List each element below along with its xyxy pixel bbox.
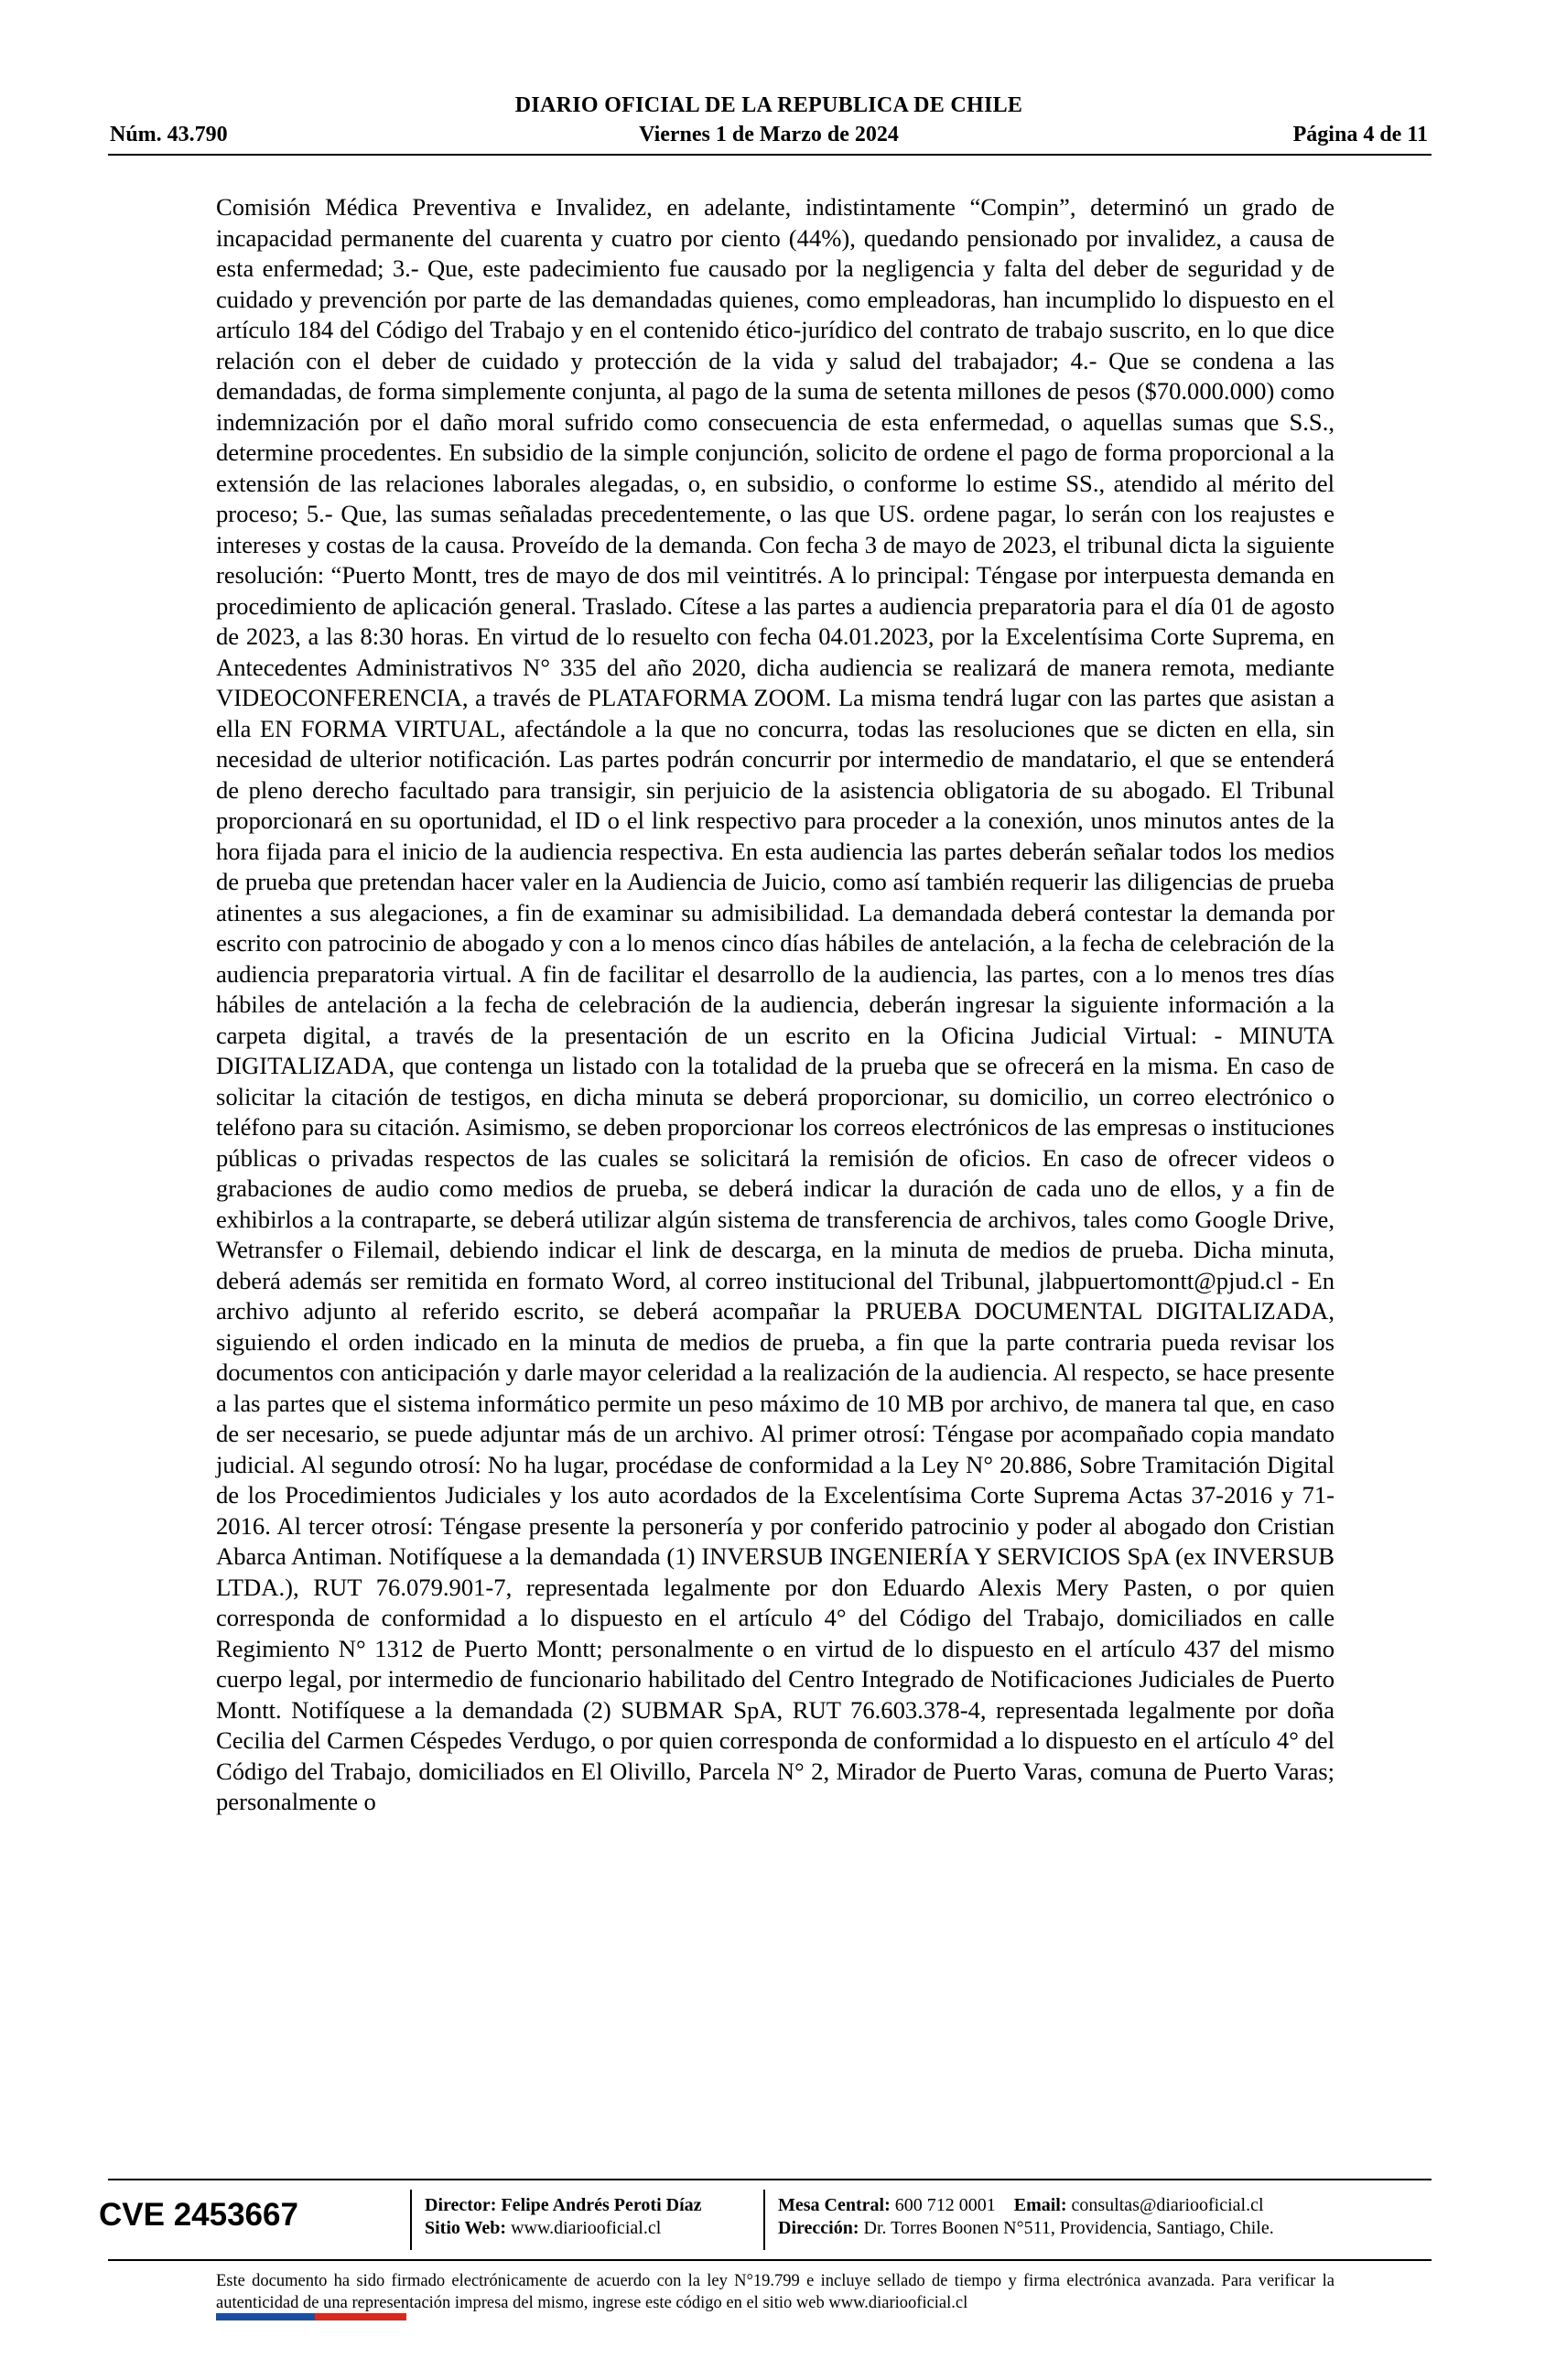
footer-divider-bottom bbox=[108, 2259, 1432, 2261]
publication-title: DIARIO OFICIAL DE LA REPUBLICA DE CHILE bbox=[514, 93, 1023, 117]
director-name: Felipe Andrés Peroti Díaz bbox=[501, 2195, 702, 2215]
director-label: Director: bbox=[425, 2195, 497, 2215]
footer-divider-top bbox=[108, 2179, 1432, 2180]
email-label: Email: bbox=[1013, 2195, 1067, 2215]
address-label: Dirección: bbox=[778, 2218, 859, 2238]
website-link[interactable]: www.diariooficial.cl bbox=[511, 2218, 662, 2238]
website-label: Sitio Web: bbox=[425, 2218, 507, 2238]
flag-blue-segment bbox=[216, 2313, 315, 2320]
issue-date: Viernes 1 de Marzo de 2024 bbox=[639, 123, 899, 146]
flag-red-segment bbox=[315, 2313, 406, 2320]
footer-separator bbox=[763, 2190, 765, 2250]
body-paragraph: Comisión Médica Preventiva e Invalidez, en adelante, indistintamente “Compin”, determinó un grado de incapacidad permanente del cuarenta y cuatro por ciento (44%), quedando pensionado por invalidez, a causa de esta enfermedad; 3.- Que, este padecimiento fue causado por la negligencia y falta del deber de seguridad y de cuidado y prevención por parte de las demandadas quienes, como empleadoras, han incumplido lo dispuesto en el artículo 184 del Código del Trabajo y en el contenido ético-jurídico del contrato de trabajo suscrito, en lo que dice relación con el deber de cuidado y protección de la vida y salud del trabajador; 4.- Que se condena a las demandadas, de forma simplemente conjunta, al pago de la suma de setenta millones de pesos ($70.000.000) como indemnización por el daño moral sufrido como consecuencia de esta enfermedad, o aquellas sumas que S.S., determine procedentes. En subsidio de la simple conjunción, solicito de ordene el pago de forma proporcional a la extensión de las relaciones laborales alegadas, o, en subsidio, o conforme lo estime SS., atendido al mérito del proceso; 5.- Que, las sumas señaladas precedentemente, o las que US. ordene pagar, lo serán con los reajustes e intereses y costas de la causa. Proveído de la demanda. Con fecha 3 de mayo de 2023, el tribunal dicta la siguiente resolución: “Puerto Montt, tres de mayo de dos mil veintitrés. A lo principal: Téngase por interpuesta demanda en procedimiento de aplicación general. Traslado. Cítese a las partes a audiencia preparatoria para el día 01 de agosto de 2023, a las 8:30 horas. En virtud de lo resuelto con fecha 04.01.2023, por la Excelentísima Corte Suprema, en Antecedentes Administrativos N° 335 del año 2020, dicha audiencia se realizará de manera remota, mediante VIDEOCONFERENCIA, a través de PLATAFORMA ZOOM. La misma tendrá lugar con las partes que asistan a ella EN FORMA VIRTUAL, afectándole a la que no concurra, todas las resoluciones que se dicten en ella, sin necesidad de ulterior notificación. Las partes podrán concurrir por intermedio de mandatario, el que se entenderá de pleno derecho facultado para transigir, sin perjuicio de la asistencia obligatoria de su abogado. El Tribunal proporcionará en su oportunidad, el ID o el link respectivo para proceder a la conexión, unos minutos antes de la hora fijada para el inicio de la audiencia respectiva. En esta audiencia las partes deberán señalar todos los medios de prueba que pretendan hacer valer en la Audiencia de Juicio, como así también requerir las diligencias de prueba atinentes a sus alegaciones, a fin de examinar su admisibilidad. La demandada deberá contestar la demanda por escrito con patrocinio de abogado y con a lo menos cinco días hábiles de antelación, a la fecha de celebración de la audiencia preparatoria virtual. A fin de facilitar el desarrollo de la audiencia, las partes, con a lo menos tres días hábiles de antelación a la fecha de celebración de la audiencia, deberán ingresar la siguiente información a la carpeta digital, a través de la presentación de un escrito en la Oficina Judicial Virtual: - MINUTA DIGITALIZADA, que contenga un listado con la totalidad de la prueba que se ofrecerá en la misma. En caso de solicitar la citación de testigos, en dicha minuta se deberá proporcionar, su domicilio, un correo electrónico o teléfono para su citación. Asimismo, se deben proporcionar los correos electrónicos de las empresas o instituciones públicas o privadas respectos de las cuales se solicitará la remisión de oficios. En caso de ofrecer videos o grabaciones de audio como medios de prueba, se deberá indicar la duración de cada uno de ellos, y a fin de exhibirlos a la contraparte, se deberá utilizar algún sistema de transferencia de archivos, tales como Google Drive, Wetransfer o Filemail, debiendo indicar el link de descarga, en la minuta de medios de prueba. Dicha minuta, deberá además ser remitida en formato Word, al correo institucional del Tribunal, jlabpuertomontt@pjud.cl - En archivo adjunto al referido escrito, se deberá acompañar la PRUEBA DOCUMENTAL DIGITALIZADA, siguiendo el orden indicado en la minuta de medios de prueba, a fin que la parte contraria pueda revisar los documentos con anticipación y darle mayor celeridad a la realización de la audiencia. Al respecto, se hace presente a las partes que el sistema informático permite un peso máximo de 10 MB por archivo, de manera tal que, en caso de ser necesario, se puede adjuntar más de un archivo. Al primer otrosí: Téngase por acompañado copia mandato judicial. Al segundo otrosí: No ha lugar, procédase de conformidad a la Ley N° 20.886, Sobre Tramitación Digital de los Procedimientos Judiciales y los auto acordados de la Excelentísima Corte Suprema Actas 37-2016 y 71-2016. Al tercer otrosí: Téngase presente la personería y por conferido patrocinio y poder al abogado don Cristian Abarca Antiman. Notifíquese a la demandada (1) INVERSUB INGENIERÍA Y SERVICIOS SpA (ex INVERSUB LTDA.), RUT 76.079.901-7, representada legalmente por don Eduardo Alexis Mery Pasten, o por quien corresponda de conformidad a lo dispuesto en el artículo 4° del Código del Trabajo, domiciliados en calle Regimiento N° 1312 de Puerto Montt; personalmente o en virtud de lo dispuesto en el artículo 437 del mismo cuerpo legal, por intermedio de funcionario habilitado del Centro Integrado de Notificaciones Judiciales de Puerto Montt. Notifíquese a la demandada (2) SUBMAR SpA, RUT 76.603.378-4, representada legalmente por doña Cecilia del Carmen Céspedes Verdugo, o por quien corresponda de conformidad a lo dispuesto en el artículo 4° del Código del Trabajo, domiciliados en El Olivillo, Parcela N° 2, Mirador de Puerto Varas, comuna de Puerto Varas; personalmente o bbox=[216, 193, 1334, 1815]
page-number: Página 4 de 11 bbox=[1292, 123, 1428, 146]
director-info bbox=[425, 2194, 702, 2240]
footer-separator bbox=[410, 2190, 412, 2250]
contact-info bbox=[778, 2194, 1274, 2240]
page-header bbox=[110, 93, 1428, 154]
phone-number: 600 712 0001 bbox=[894, 2195, 996, 2215]
issue-number: Núm. 43.790 bbox=[110, 123, 228, 146]
cve-code: CVE 2453667 bbox=[99, 2197, 298, 2233]
address-value: Dr. Torres Boonen N°511, Providencia, Santiago, Chile. bbox=[863, 2218, 1274, 2238]
document-body bbox=[216, 192, 1334, 1818]
chile-flag-stripe bbox=[216, 2313, 406, 2320]
phone-label: Mesa Central: bbox=[778, 2195, 891, 2215]
header-divider bbox=[108, 154, 1432, 156]
email-link[interactable]: consultas@diariooficial.cl bbox=[1071, 2195, 1264, 2215]
signature-note: Este documento ha sido firmado electrónicamente de acuerdo con la ley N°19.799 e incluye sellado de tiempo y firma electrónica avanzada. Para verificar la autenticidad de una representación impresa del mismo, ingrese este código en el sitio web www.diariooficial.cl bbox=[216, 2272, 1334, 2312]
